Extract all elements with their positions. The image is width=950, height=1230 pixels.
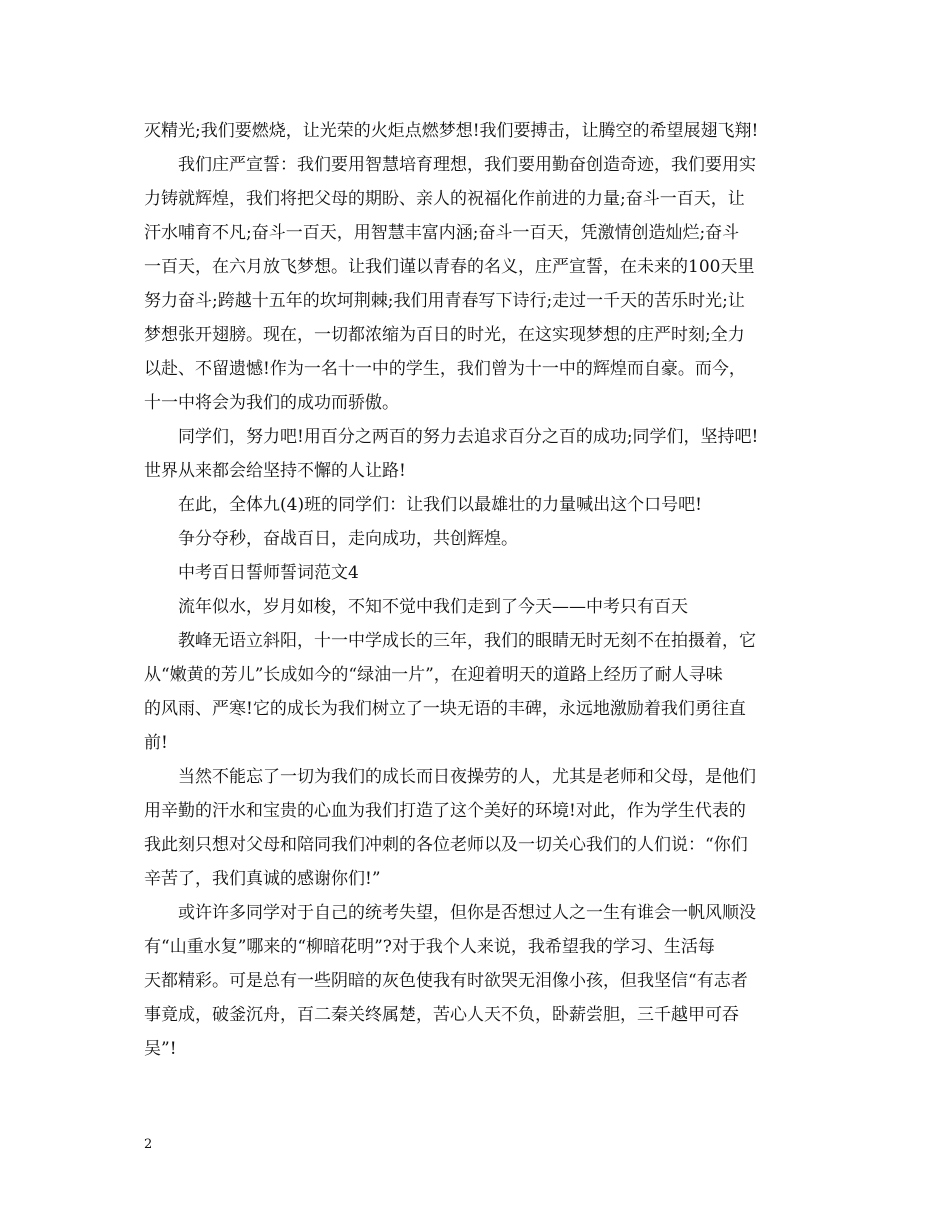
text-line: 的风雨、严寒!它的成长为我们树立了一块无语的丰碑，永远地激励着我们勇往直: [144, 699, 746, 719]
text-line: 力铸就辉煌，我们将把父母的期盼、亲人的祝福化作前进的力量;奋斗一百天，让: [144, 189, 745, 209]
text-line: 努力奋斗;跨越十五年的坎坷荆棘;我们用青春写下诗行;走过一千天的苦乐时光;让: [144, 291, 745, 311]
text-line: 天都精彩。可是总有一些阴暗的灰色使我有时欲哭无泪像小孩，但我坚信“有志者: [144, 971, 748, 991]
text-line: 吴”!: [144, 1039, 177, 1059]
text-line: 以赴、不留遗憾!作为一名十一中的学生，我们曾为十一中的辉煌而自豪。而今，: [144, 359, 746, 379]
text-line: 或许许多同学对于自己的统考失望，但你是否想过人之一生有谁会一帆风顺没: [178, 903, 756, 923]
text-line: 世界从来都会给坚持不懈的人让路!: [144, 461, 406, 481]
text-line: 用辛勤的汗水和宝贵的心血为我们打造了这个美好的环境!对此，作为学生代表的: [144, 801, 746, 821]
text-line: 在此，全体九(4)班的同学们：让我们以最雄壮的力量喊出这个口号吧!: [178, 495, 702, 515]
text-line: 同学们，努力吧!用百分之两百的努力去追求百分之百的成功;同学们，坚持吧!: [178, 427, 759, 447]
text-line: 我此刻只想对父母和陪同我们冲刺的各位老师以及一切关心我们的人们说：“你们: [144, 835, 748, 855]
text-line: 十一中将会为我们的成功而骄傲。: [144, 393, 399, 413]
text-line: 灭精光;我们要燃烧，让光荣的火炬点燃梦想!我们要搏击，让腾空的希望展翅飞翔!: [144, 121, 759, 141]
text-line: 事竟成，破釜沉舟，百二秦关终属楚，苦心人天不负，卧薪尝胆，三千越甲可吞: [144, 1005, 739, 1025]
text-line: 教峰无语立斜阳，十一中学成长的三年，我们的眼睛无时无刻不在拍摄着，它: [178, 631, 756, 651]
text-line: 辛苦了，我们真诚的感谢你们!”: [144, 869, 381, 889]
text-line: 一百天，在六月放飞梦想。让我们谨以青春的名义，庄严宣誓，在未来的100天里: [144, 257, 755, 277]
page-number: 2: [144, 1137, 153, 1152]
text-line: 前!: [144, 733, 168, 753]
text-line: 我们庄严宣誓：我们要用智慧培育理想，我们要用勤奋创造奇迹，我们要用实: [178, 155, 756, 175]
text-line: 汗水哺育不凡;奋斗一百天，用智慧丰富内涵;奋斗一百天，凭激情创造灿烂;奋斗: [144, 223, 740, 243]
section-heading: 中考百日誓师誓词范文4: [178, 563, 359, 583]
text-line: 有“山重水复”哪来的“柳暗花明”?对于我个人来说，我希望我的学习、生活每: [144, 937, 715, 957]
text-line: 流年似水，岁月如梭，不知不觉中我们走到了今天——中考只有百天: [178, 597, 688, 617]
text-line: 梦想张开翅膀。现在，一切都浓缩为百日的时光，在这实现梦想的庄严时刻;全力: [144, 325, 745, 345]
text-line: 从“嫩黄的芳儿”长成如今的“绿油一片”，在迎着明天的道路上经历了耐人寻味: [144, 665, 723, 685]
text-line: 当然不能忘了一切为我们的成长而日夜操劳的人，尤其是老师和父母，是他们: [178, 767, 756, 787]
text-line: 争分夺秒，奋战百日，走向成功，共创辉煌。: [178, 529, 518, 549]
